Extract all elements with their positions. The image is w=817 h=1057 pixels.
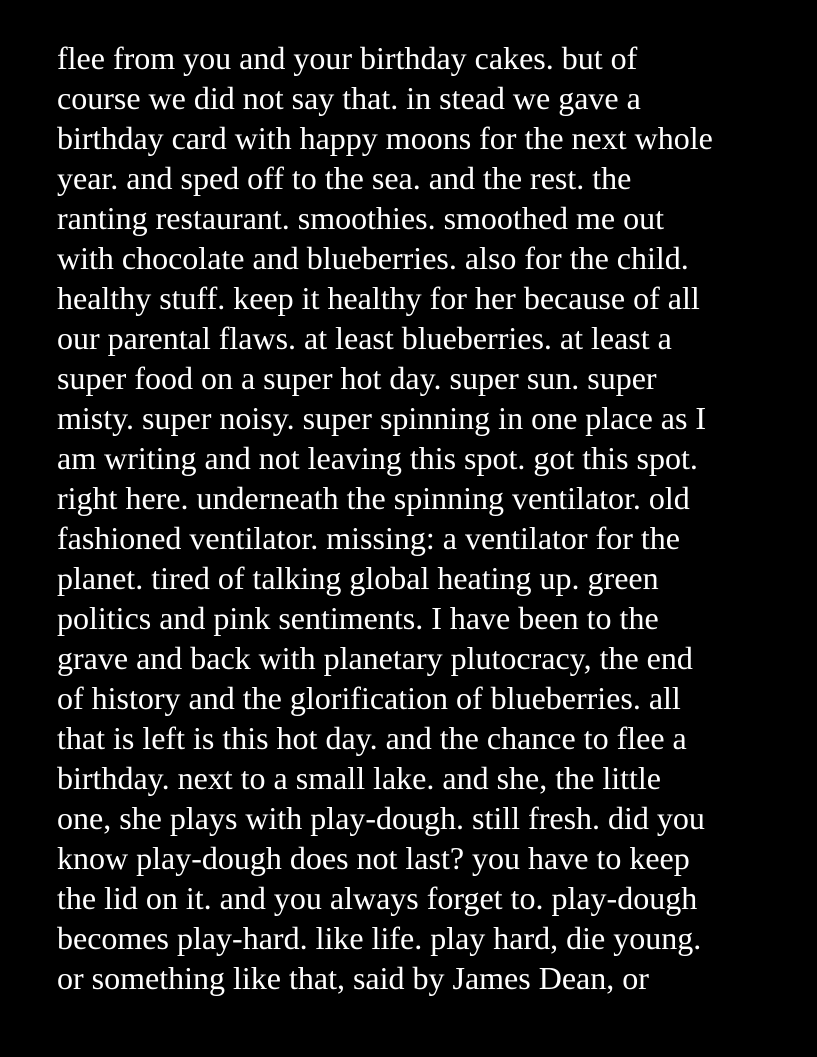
- text-line: planet. tired of talking global heating up. green: [57, 560, 659, 596]
- text-line: healthy stuff. keep it healthy for her because of all: [57, 280, 700, 316]
- text-line: the lid on it. and you always forget to. play-dough: [57, 880, 698, 916]
- text-line: ranting restaurant. smoothies. smoothed me out: [57, 200, 664, 236]
- text-line: our parental flaws. at least blueberries. at least a: [57, 320, 672, 356]
- text-line: politics and pink sentiments. I have been to the: [57, 600, 659, 636]
- text-line: flee from you and your birthday cakes. but of: [57, 40, 638, 76]
- text-line: birthday. next to a small lake. and she, the little: [57, 760, 661, 796]
- text-line: fashioned ventilator. missing: a ventilator for the: [57, 520, 680, 556]
- text-line: with chocolate and blueberries. also for the child.: [57, 240, 689, 276]
- text-line: or something like that, said by James Dean, or: [57, 960, 649, 996]
- text-line: misty. super noisy. super spinning in one place as I: [57, 400, 707, 436]
- body-text: [57, 38, 807, 998]
- text-line: super food on a super hot day. super sun. super: [57, 360, 657, 396]
- text-line: right here. underneath the spinning ventilator. old: [57, 480, 690, 516]
- text-line: course we did not say that. in stead we gave a: [57, 80, 641, 116]
- text-line: know play-dough does not last? you have to keep: [57, 840, 690, 876]
- text-line: birthday card with happy moons for the next whole: [57, 120, 713, 156]
- text-line: am writing and not leaving this spot. got this spot.: [57, 440, 698, 476]
- text-line: year. and sped off to the sea. and the rest. the: [57, 160, 632, 196]
- text-line: one, she plays with play-dough. still fresh. did you: [57, 800, 705, 836]
- text-line: of history and the glorification of blueberries. all: [57, 680, 681, 716]
- text-line: becomes play-hard. like life. play hard, die young.: [57, 920, 702, 956]
- text-line: that is left is this hot day. and the chance to flee a: [57, 720, 687, 756]
- text-line: grave and back with planetary plutocracy, the end: [57, 640, 693, 676]
